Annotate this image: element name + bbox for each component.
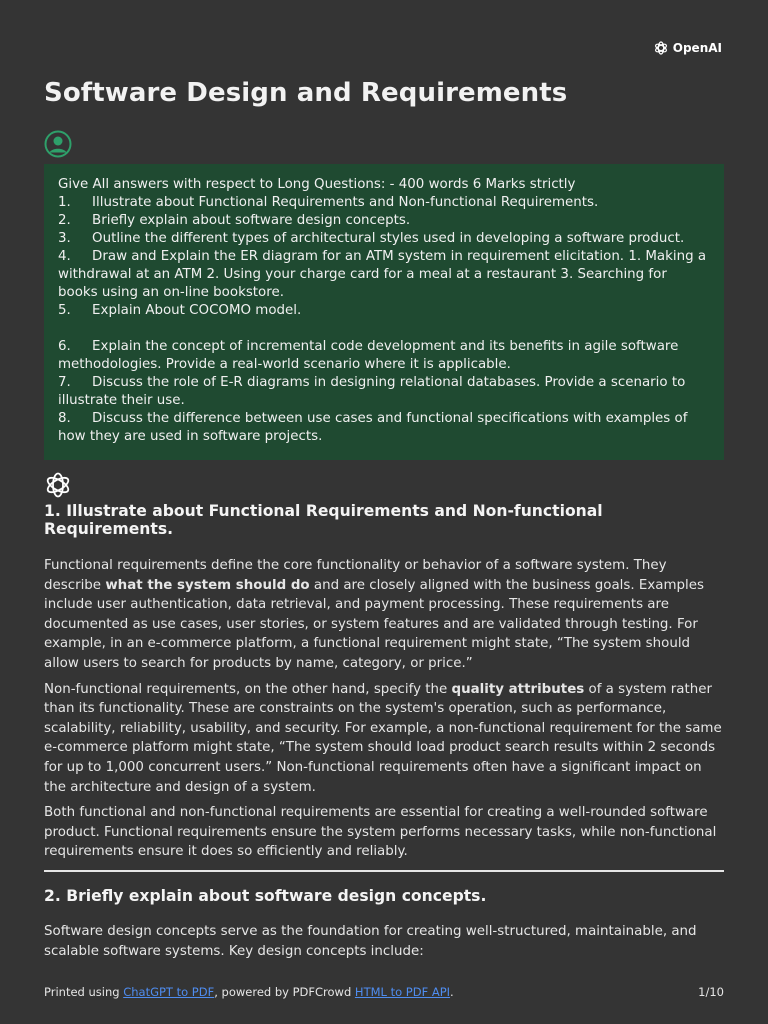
chatgpt-logo-icon [44, 471, 72, 499]
page-title: Software Design and Requirements [44, 78, 568, 108]
user-avatar-icon [44, 130, 72, 158]
text-span: of a system rather than its functionality. These are constraints on the system's operation, such as performance, scalability, reliability, usability, and security. For example, a non-functional requirement for the same e-commerce platform might state, “The system should load product search results within 2 seconds for up to 1,000 concurrent users.” Non-functional requirements often have a significant impact on the architecture and design of a system. [44, 681, 722, 795]
prompt-gap [58, 320, 710, 338]
brand-name: OpenAI [672, 41, 722, 55]
prompt-line: 5. Explain About COCOMO model. [58, 303, 302, 318]
answer-heading-2: 2. Briefly explain about software design concepts. [44, 886, 487, 905]
section-divider [44, 870, 724, 872]
prompt-line: 3. Outline the different types of architectural styles used in developing a software product. [58, 231, 685, 246]
bold-text: quality attributes [451, 681, 585, 697]
footer-credit [44, 985, 454, 999]
answer-paragraph: Both functional and non-functional requirements are essential for creating a well-rounded software product. Functional requirements ensure the system performs necessary tasks, while non-functional requirements ensure it does so efficiently and reliably. [44, 805, 717, 860]
openai-brand [653, 40, 722, 56]
answer-paragraph [44, 680, 724, 798]
prompt-line: 4. Draw and Explain the ER diagram for an ATM system in requirement elicitation. 1. Making a withdrawal at an ATM 2. Using your charge card for a meal at a restaurant 3. Searching for books using an on-line bookstore. [58, 249, 711, 300]
footer-text: Printed using [44, 985, 124, 999]
answer-heading-1: 1. Illustrate about Functional Requirements and Non-functional Requirements. [44, 502, 603, 538]
chatgpt-to-pdf-link[interactable]: ChatGPT to PDF [123, 985, 215, 999]
prompt-line: 7. Discuss the role of E-R diagrams in designing relational databases. Provide a scenario to illustrate their use. [58, 375, 690, 408]
prompt-line: 6. Explain the concept of incremental code development and its benefits in agile software methodologies. Provide a real-world scenario where it is applicable. [58, 339, 683, 372]
page-footer [44, 985, 724, 999]
prompt-line: 1. Illustrate about Functional Requirements and Non-functional Requirements. [58, 195, 599, 210]
page-number: 1/10 [698, 985, 724, 999]
prompt-line: 2. Briefly explain about software design concepts. [58, 213, 411, 228]
user-prompt-box [44, 164, 724, 460]
html-to-pdf-api-link[interactable]: HTML to PDF API [354, 985, 451, 999]
prompt-line: Give All answers with respect to Long Questions: - 400 words 6 Marks strictly [58, 177, 576, 192]
answer-paragraph [44, 556, 724, 674]
answer-content [44, 502, 724, 961]
answer-paragraph: Software design concepts serve as the foundation for creating well-structured, maintainable, and scalable software systems. Key design concepts include: [44, 923, 697, 959]
text-span: Functional requirements define the core functionality or behavior of a software system. They describe [44, 558, 667, 593]
prompt-line: 8. Discuss the difference between use cases and functional specifications with examples of how they are used in software projects. [58, 411, 692, 444]
footer-text: , powered by PDFCrowd [214, 985, 355, 999]
openai-logo-icon [653, 40, 669, 56]
bold-text: what the system should do [105, 577, 310, 593]
text-span: and are closely aligned with the business goals. Examples include user authentication, data retrieval, and payment processing. These requirements are documented as use cases, user stories, or system features and are validated through testing. For example, in an e-commerce platform, a functional requirement might state, “The system should allow users to search for products by name, category, or price.” [44, 577, 704, 671]
text-span: Non-functional requirements, on the other hand, specify the [44, 681, 452, 697]
footer-text: . [450, 985, 454, 999]
